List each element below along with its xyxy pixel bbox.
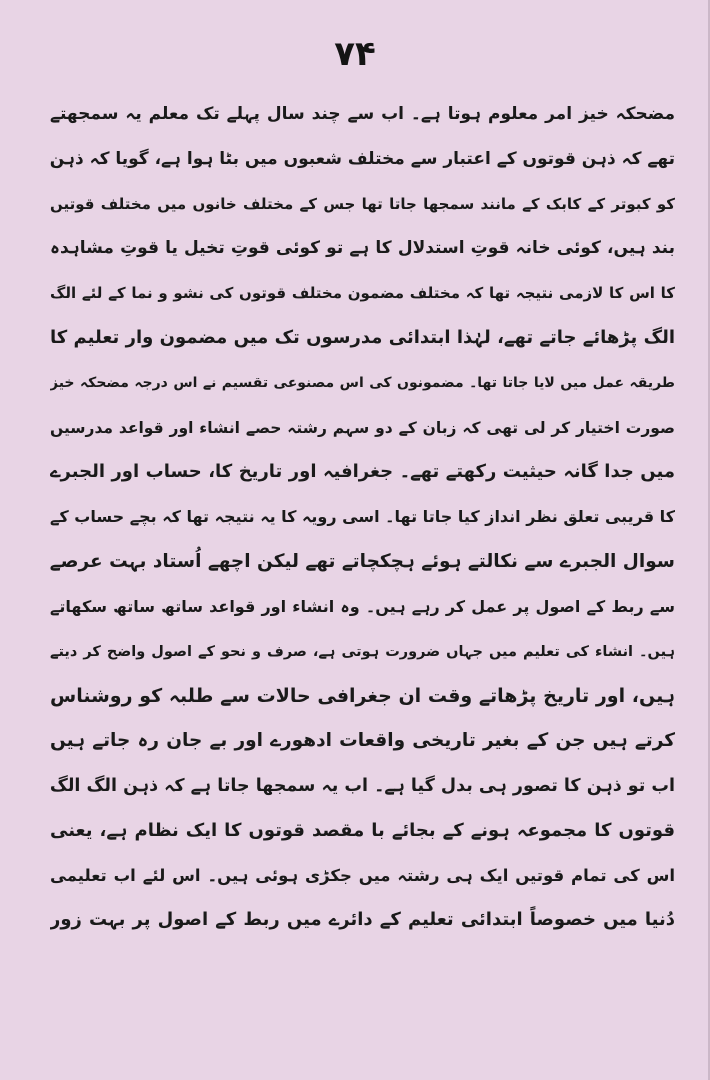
text-line: سوال الجبرے سے نکالتے ہوئے ہچکچاتے تھے لیکن اچھے اُستاد بہت عرصے — [50, 550, 675, 572]
text-line: تھے کہ ذہن قوتوں کے اعتبار سے مختلف شعبوں میں بٹا ہوا ہے، گویا کہ ذہن — [50, 148, 675, 169]
text-line: الگ پڑھائے جاتے تھے، لہٰذا ابتدائی مدرسوں تک میں مضمون وار تعلیم کا — [50, 326, 675, 348]
text-line: قوتوں کا مجموعہ ہونے کے بجائے با مقصد قوتوں کا ایک نظام ہے، یعنی — [50, 819, 675, 841]
text-line: سے ربط کے اصول پر عمل کر رہے ہیں۔ وہ انشاء اور قواعد ساتھ ساتھ سکھاتے — [50, 596, 675, 616]
text-line: کا قریبی تعلق نظر انداز کیا جاتا تھا۔ اسی رویہ کا یہ نتیجہ تھا کہ بچے حساب کے — [50, 507, 675, 527]
text-line: میں جدا گانہ حیثیت رکھتے تھے۔ جغرافیہ اور تاریخ کا، حساب اور الجبرے — [50, 461, 675, 483]
text-line: ہیں، اور تاریخ پڑھاتے وقت ان جغرافی حالات سے طلبہ کو روشناس — [50, 685, 675, 708]
text-line: اب تو ذہن کا تصور ہی بدل گیا ہے۔ اب یہ سمجھا جاتا ہے کہ ذہن الگ الگ — [50, 775, 675, 796]
text-line: اس کی تمام قوتیں ایک ہی رشتہ میں جکڑی ہوئی ہیں۔ اس لئے اب تعلیمی — [50, 865, 675, 885]
text-line: کرتے ہیں جن کے بغیر تاریخی واقعات ادھورے اور بے جان رہ جاتے ہیں — [50, 730, 675, 752]
text-line: بند ہیں، کوئی خانہ قوتِ استدلال کا ہے تو کوئی قوتِ تخیل یا قوتِ مشاہدہ — [50, 238, 675, 259]
page-number: ۷۴ — [334, 34, 376, 74]
text-line: ہیں۔ انشاء کی تعلیم میں جہاں ضرورت ہوتی ہے، صرف و نحو کے اصول واضح کر دیتے — [50, 643, 675, 660]
text-line: طریقہ عمل میں لایا جاتا تھا۔ مضمونوں کی اس مصنوعی تقسیم نے اس درجہ مضحکہ خیز — [50, 374, 675, 391]
text-line: کا اس کا لازمی نتیجہ تھا کہ مختلف مضمون مختلف قوتوں کی نشو و نما کے لئے الگ — [50, 284, 675, 303]
text-line: دُنیا میں خصوصاً ابتدائی تعلیم کے دائرے میں ربط کے اصول پر بہت زور — [50, 909, 675, 931]
text-line: کو کبوتر کے کابک کے مانند سمجھا جاتا تھا جس کے مختلف خانوں میں مختلف قوتیں — [50, 194, 675, 213]
text-line: مضحکہ خیز امر معلوم ہوتا ہے۔ اب سے چند سال پہلے تک معلم یہ سمجھتے — [50, 104, 675, 124]
body-text — [50, 92, 675, 943]
text-line: صورت اختیار کر لی تھی کہ زبان کے دو سہم رشتہ حصے انشاء اور قواعد مدرسیں — [50, 418, 675, 437]
